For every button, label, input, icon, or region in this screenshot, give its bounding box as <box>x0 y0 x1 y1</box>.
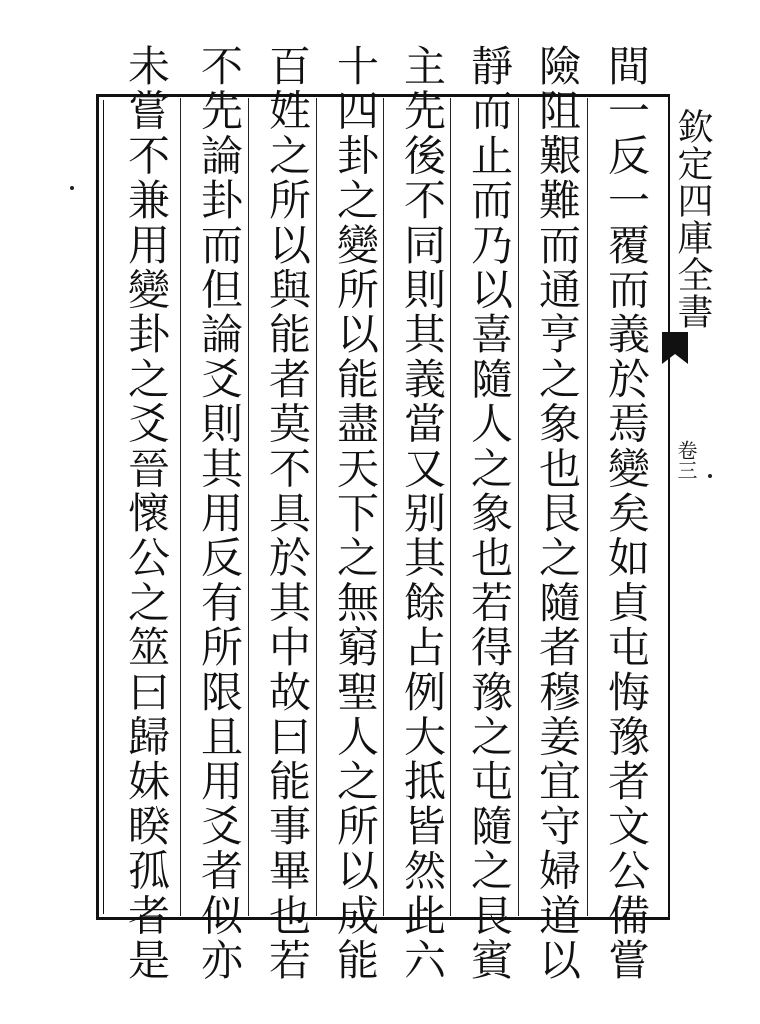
text-column-5: 十四卦之變所以能盡天下之無窮聖人之所以成能 <box>331 43 380 983</box>
text-column-1: 間一反一覆而義於焉變矣如貞屯悔豫者文公備嘗 <box>602 43 651 983</box>
column-divider <box>383 98 384 916</box>
column-divider <box>518 98 519 916</box>
column-divider <box>180 98 181 916</box>
book-title: 欽定四庫全書 <box>672 108 713 330</box>
column-divider <box>316 98 317 916</box>
volume-number: 卷三 <box>674 440 698 480</box>
ink-speck <box>708 474 712 478</box>
text-column-2: 險阻艱難而通亨之象也艮之隨者穆姜宜守婦道以 <box>533 43 582 983</box>
column-divider <box>248 98 249 916</box>
inner-border-line <box>103 100 104 914</box>
ink-speck <box>70 186 74 190</box>
column-divider <box>587 98 588 916</box>
text-column-4: 主先後不同則其義當又别其餘占例大抵皆然此六 <box>398 43 447 983</box>
text-column-7: 不先論卦而但論爻則其用反有所限且用爻者似亦 <box>195 43 244 983</box>
text-column-8: 未嘗不兼用變卦之爻晉懷公之筮曰歸妹睽孤者是 <box>122 43 171 983</box>
column-divider <box>450 98 451 916</box>
text-column-6: 百姓之所以與能者莫不具於其中故曰能事畢也若 <box>263 43 312 983</box>
text-column-3: 靜而止而乃以喜隨人之象也若得豫之屯隨之艮賓 <box>465 43 514 983</box>
fishtail-mark-icon <box>658 330 690 370</box>
